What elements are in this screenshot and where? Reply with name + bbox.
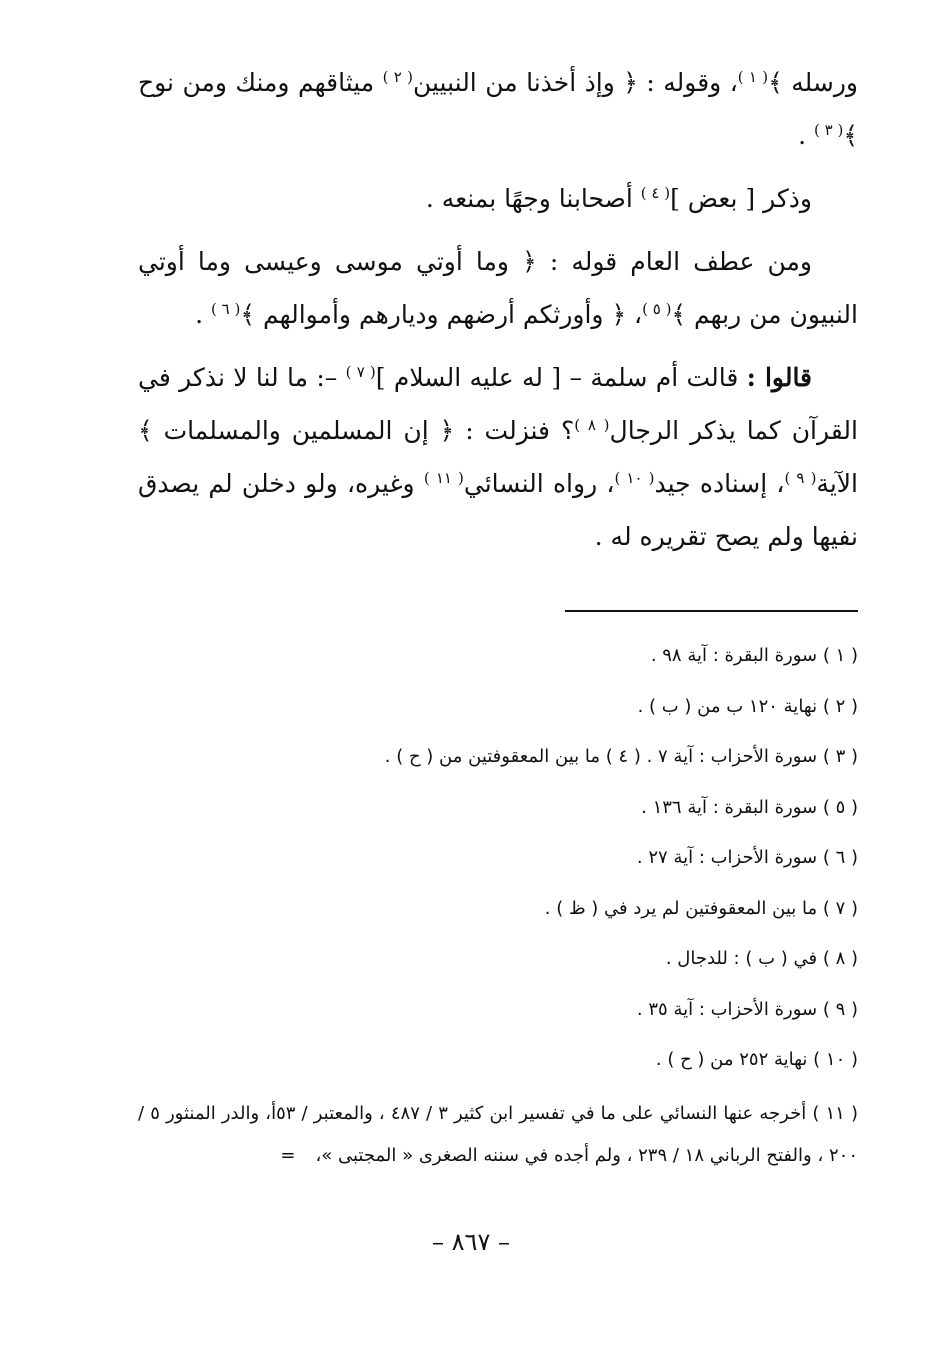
paragraph-3: ومن عطف العام قوله : ﴿ وما أوتي موسى وعيسى وما أوتي النبيون من ربهم ﴾$^{( ٥ )}$، ﴿ وأورثكم أرضهم وديارهم وأموالهم ﴾$^{( ٦ )}$ . <box>138 247 858 329</box>
footnote-3-4: ( ٣ ) سورة الأحزاب : آية ٧ . ( ٤ ) ما بين المعقوفتين من ( ح ) . <box>384 746 858 767</box>
footnote-ref-7[interactable]: ( ٧ ) <box>345 363 376 381</box>
footnote-ref-8[interactable]: ( ٨ ) <box>574 416 610 434</box>
footnote-1: ( ١ ) سورة البقرة : آية ٩٨ . <box>650 645 858 666</box>
footnote-11: ( ١١ ) أخرجه عنها النسائي على ما في تفسير ابن كثير ٣ / ٤٨٧ ، والمعتبر / ٥٣أ، والدر المنثور ٥ / ٢٠٠ ، والفتح الرباني ١٨ / ٢٣٩ ، ولم أجده في سننه الصغرى « المجتبى »،= <box>138 1093 858 1177</box>
paragraph-2: وذكر [ بعض ]$^{( ٤ )}$ أصحابنا وجهًا بمنعه . <box>425 184 812 213</box>
footnote-ref-4[interactable]: ( ٤ ) <box>640 184 671 202</box>
footnotes <box>138 638 858 1177</box>
footnote-7: ( ٧ ) ما بين المعقوفتين لم يرد في ( ظ ) . <box>544 897 858 919</box>
footnote-5: ( ٥ ) سورة البقرة : آية ١٣٦ . <box>641 796 858 818</box>
continuation-mark: = <box>280 1144 296 1166</box>
main-text <box>138 56 858 573</box>
footnote-ref-1[interactable]: ( ١ ) <box>737 68 769 86</box>
paragraph-1: ورسله ﴾$^{( ١ )}$، وقوله : ﴿ وإذ أخذنا من النبيين$^{( ٢ )}$ ميثاقهم ومنك ومن نوح ﴾$^{( ٣ )}$ . <box>138 68 858 150</box>
footnote-10: ( ١٠ ) نهاية ٢٥٢ من ( ح ) . <box>655 1049 858 1070</box>
footnote-ref-6[interactable]: ( ٦ ) <box>211 300 241 318</box>
footnote-separator <box>565 610 858 612</box>
lead-word: قالوا : <box>746 363 813 392</box>
footnote-ref-10[interactable]: ( ١٠ ) <box>614 469 655 487</box>
footnote-ref-11[interactable]: ( ١١ ) <box>423 469 464 487</box>
page-number: – ٨٦٧ – <box>432 1228 510 1256</box>
footnote-2: ( ٢ ) نهاية ١٢٠ ب من ( ب ) . <box>637 695 858 717</box>
footnote-6: ( ٦ ) سورة الأحزاب : آية ٢٧ . <box>636 847 858 868</box>
footnote-ref-5[interactable]: ( ٥ ) <box>642 300 672 318</box>
footnote-8: ( ٨ ) في ( ب ) : للدجال . <box>665 948 858 969</box>
paragraph-4: قالوا : قالت أم سلمة – [ له عليه السلام ]$^{( ٧ )}$ –: ما لنا لا نذكر في القرآن كما يذكر الرجال$^{( ٨ )}$؟ فنزلت : ﴿ إن المسلمين والمسلمات ﴾الآية$^{( ٩ )}$، إسناده جيد$^{( ١٠ )}$، رواه النسائي$^{( ١١ )}$ وغيره، ولو دخلن لم يصدق نفيها ولم يصح تقريره له . <box>138 363 858 551</box>
footnote-ref-2[interactable]: ( ٢ ) <box>382 68 413 86</box>
footnote-ref-3[interactable]: ( ٣ ) <box>814 121 844 139</box>
footnote-ref-9[interactable]: ( ٩ ) <box>784 469 817 487</box>
footnote-9: ( ٩ ) سورة الأحزاب : آية ٣٥ . <box>636 998 858 1020</box>
